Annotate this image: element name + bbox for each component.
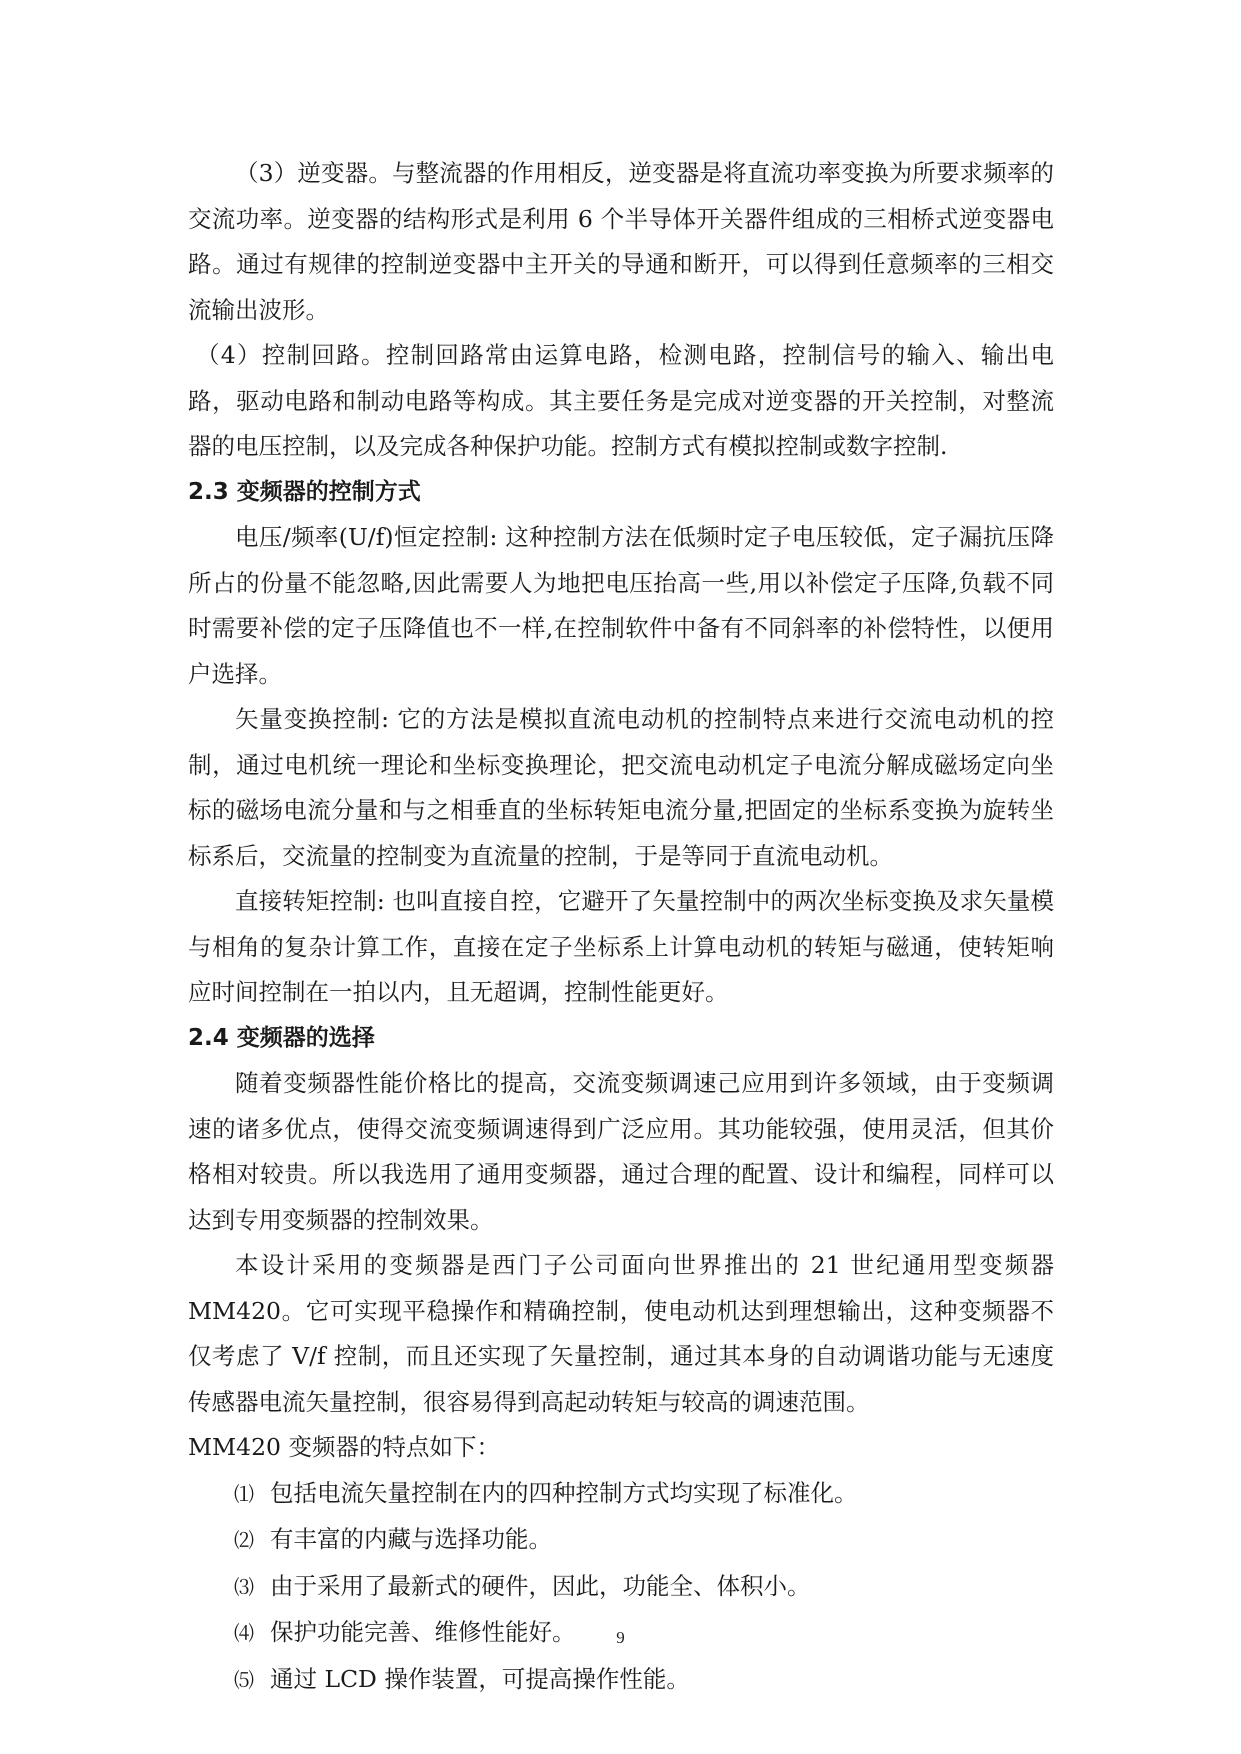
paragraph-vf-control: 电压/频率(U/f)恒定控制: 这种控制方法在低频时定子电压较低，定子漏抗压降所占的份量不能忽略,因此需要人为地把电压抬高一些,用以补偿定子压降,负载不同时需要补偿的定子压降值也不一样,在控制软件中备有不同斜率的补偿特性，以便用户选择。 <box>188 523 1054 688</box>
list-text: 通过 LCD 操作装置，可提高操作性能。 <box>270 1664 690 1693</box>
paragraph-vector-control: 矢量变换控制: 它的方法是模拟直流电动机的控制特点来进行交流电动机的控制，通过电机统一理论和坐标变换理论，把交流电动机定子电流分解成磁场定向坐标的磁场电流分量和与之相垂直的坐标转矩电流分量,把固定的坐标系变换为旋转坐标系后，交流量的控制变为直流量的控制，于是等同于直流电动机。 <box>188 705 1054 870</box>
paragraph-direct-torque-control: 直接转矩控制: 也叫直接自控，它避开了矢量控制中的两次坐标变换及求矢量模与相角的复杂计算工作，直接在定子坐标系上计算电动机的转矩与磁通，使转矩响应时间控制在一拍以内，且无超调，控制性能更好。 <box>188 887 1054 1006</box>
paragraph-selection: 随着变频器性能价格比的提高，交流变频调速己应用到许多领域，由于变频调速的诸多优点，使得交流变频调速得到广泛应用。其功能较强，使用灵活，但其价格相对较贵。所以我选用了通用变频器，通过合理的配置、设计和编程，同样可以达到专用变频器的控制效果。 <box>188 1069 1054 1234</box>
list-text: 包括电流矢量控制在内的四种控制方式均实现了标准化。 <box>270 1478 858 1507</box>
list-item <box>188 1517 1054 1564</box>
list-number: ⑷ <box>234 1621 254 1645</box>
list-item <box>188 1564 1054 1611</box>
section-heading-2-4: 2.4 变频器的选择 <box>188 1024 375 1051</box>
feature-list <box>188 1471 1054 1704</box>
list-number: ⑸ <box>234 1667 254 1692</box>
paragraph-inverter: （3）逆变器。与整流器的作用相反，逆变器是将直流功率变换为所要求频率的交流功率。逆变器的结构形式是利用 6 个半导体开关器件组成的三相桥式逆变器电路。通过有规律的控制逆变器中主开关的导通和断开，可以得到任意频率的三相交流输出波形。 <box>188 159 1054 324</box>
paragraph-features-intro: MM420 变频器的特点如下： <box>188 1433 500 1461</box>
list-text: 保护功能完善、维修性能好。 <box>270 1618 576 1646</box>
paragraph-mm420-intro: 本设计采用的变频器是西门子公司面向世界推出的 21 世纪通用型变频器 MM420。它可实现平稳操作和精确控制，使电动机达到理想输出，这种变频器不仅考虑了 V/f 控制，而且还实现了矢量控制，通过其本身的自动调谐功能与无速度传感器电流矢量控制，很容易得到高起动转矩与较高的调速范围。 <box>188 1251 1054 1416</box>
list-number: ⑵ <box>234 1528 254 1552</box>
list-item <box>188 1657 1054 1704</box>
list-text: 有丰富的内藏与选择功能。 <box>270 1525 552 1553</box>
paragraph-control-circuit: （4）控制回路。控制回路常由运算电路，检测电路，控制信号的输入、输出电路，驱动电路和制动电路等构成。其主要任务是完成对逆变器的开关控制，对整流器的电压控制，以及完成各种保护功能。控制方式有模拟控制或数字控制. <box>188 341 1054 460</box>
list-text: 由于采用了最新式的硬件，因此，功能全、体积小。 <box>270 1571 811 1600</box>
page-number: 9 <box>616 1628 625 1647</box>
page-content <box>188 151 1054 1703</box>
list-number: ⑴ <box>234 1481 254 1506</box>
section-heading-2-3: 2.3 变频器的控制方式 <box>188 478 421 505</box>
list-number: ⑶ <box>234 1574 254 1599</box>
list-item <box>188 1471 1054 1518</box>
